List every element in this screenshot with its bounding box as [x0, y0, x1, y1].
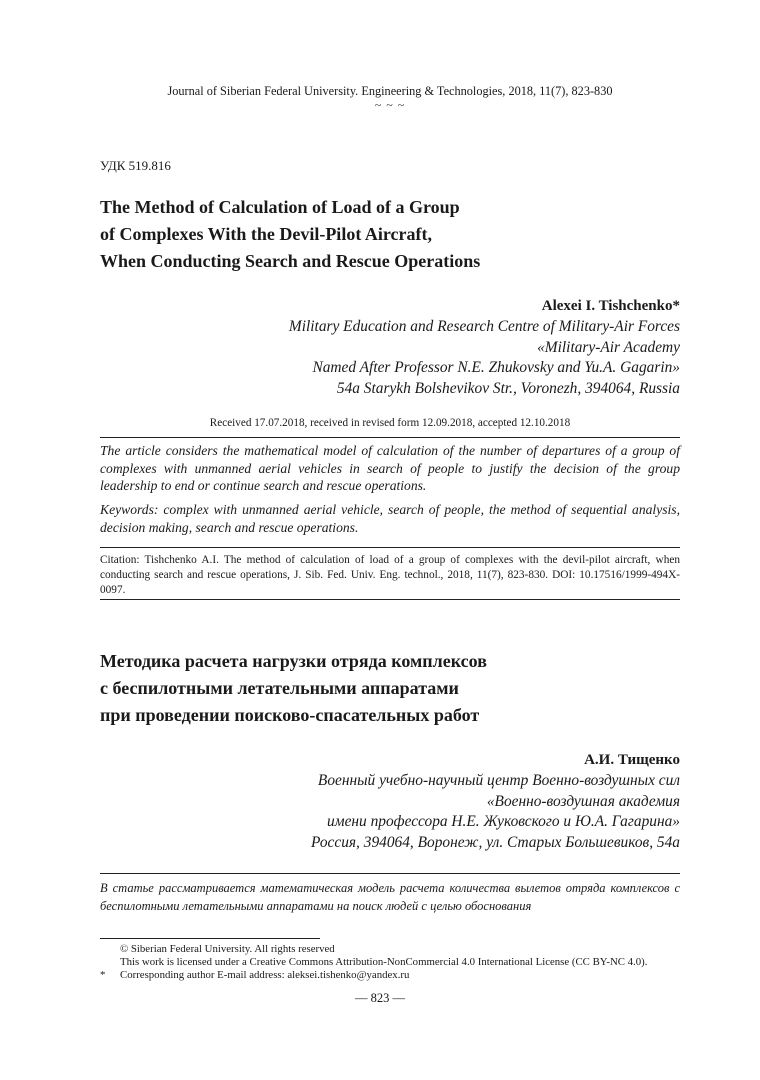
keywords-english: Keywords: complex with unmanned aerial vehicle, search of people, the method of sequential analysis, decision making, search and rescue operations. — [100, 502, 680, 535]
footnote-copyright: © Siberian Federal University. All rights reserved — [120, 943, 335, 955]
divider — [100, 437, 680, 438]
title-line: of Complexes With the Devil-Pilot Aircraft, — [100, 224, 432, 244]
udk-code: УДК 519.816 — [100, 158, 171, 173]
author-english: Alexei I. Tishchenko* — [541, 298, 680, 314]
affiliation-line: «Military-Air Academy — [537, 338, 680, 356]
title-line: When Conducting Search and Rescue Operations — [100, 251, 481, 271]
page-number: — 823 — — [355, 991, 405, 1005]
affiliation-line: Military Education and Research Centre of Military-Air Forces — [288, 318, 680, 335]
title-russian — [100, 648, 660, 729]
affiliation-russian — [120, 771, 680, 853]
affiliation-line: 54a Starykh Bolshevikov Str., Voronezh, 394064, Russia — [336, 379, 680, 397]
abstract-english: The article considers the mathematical model of calculation of the number of departures of a group of complexes with unmanned aerial vehicles in search of people to justify the decision of the group leadership to end or continue search and rescue operations. — [100, 443, 680, 493]
affiliation-line: имени профессора Н.Е. Жуковского и Ю.А. Гагарина» — [327, 813, 680, 830]
journal-header: Journal of Siberian Federal University. Engineering & Technologies, 2018, 11(7), 823-830 — [167, 84, 613, 98]
author-russian: А.И. Тищенко — [584, 752, 680, 768]
header-ornament: ~ ~ ~ — [374, 98, 406, 112]
affiliation-line: Россия, 394064, Воронеж, ул. Старых Большевиков, 54а — [311, 833, 680, 851]
title-line: Методика расчета нагрузки отряда комплексов — [100, 651, 487, 671]
footnote-divider — [100, 938, 320, 939]
footnote-license: This work is licensed under a Creative Commons Attribution-NonCommercial 4.0 International License (CC BY-NC 4.0). — [120, 956, 648, 969]
received-dates: Received 17.07.2018, received in revised form 12.09.2018, accepted 12.10.2018 — [209, 417, 571, 429]
affiliation-line: «Военно-воздушная академия — [486, 792, 680, 810]
divider — [100, 599, 680, 600]
footnote-corresponding: * Corresponding author E-mail address: aleksei.tishenko@yandex.ru — [100, 969, 410, 982]
abstract-russian: В статье рассматривается математическая модель расчета количества вылетов отряда комплексов с беспилотными летательными аппаратами на поиск людей с целью обоснования — [100, 881, 680, 913]
citation: Citation: Tishchenko A.I. The method of calculation of load of a group of complexes with the devil-pilot aircraft, when conducting search and rescue operations, J. Sib. Fed. Univ. Eng. technol., 2018, 11(7), 823-830. DOI: 10.17516/1999-494X-0097. — [100, 554, 680, 596]
title-english — [100, 194, 660, 275]
footnotes — [100, 943, 690, 983]
affiliation-english — [120, 317, 680, 399]
divider — [100, 873, 680, 874]
affiliation-line: Военный учебно-научный центр Военно-воздушных сил — [317, 772, 680, 789]
title-line: при проведении поисково-спасательных работ — [100, 705, 480, 725]
divider — [100, 547, 680, 548]
affiliation-line: Named After Professor N.E. Zhukovsky and Yu.A. Gagarin» — [312, 359, 680, 376]
title-line: The Method of Calculation of Load of a Group — [100, 197, 460, 217]
title-line: с беспилотными летательными аппаратами — [100, 678, 459, 698]
